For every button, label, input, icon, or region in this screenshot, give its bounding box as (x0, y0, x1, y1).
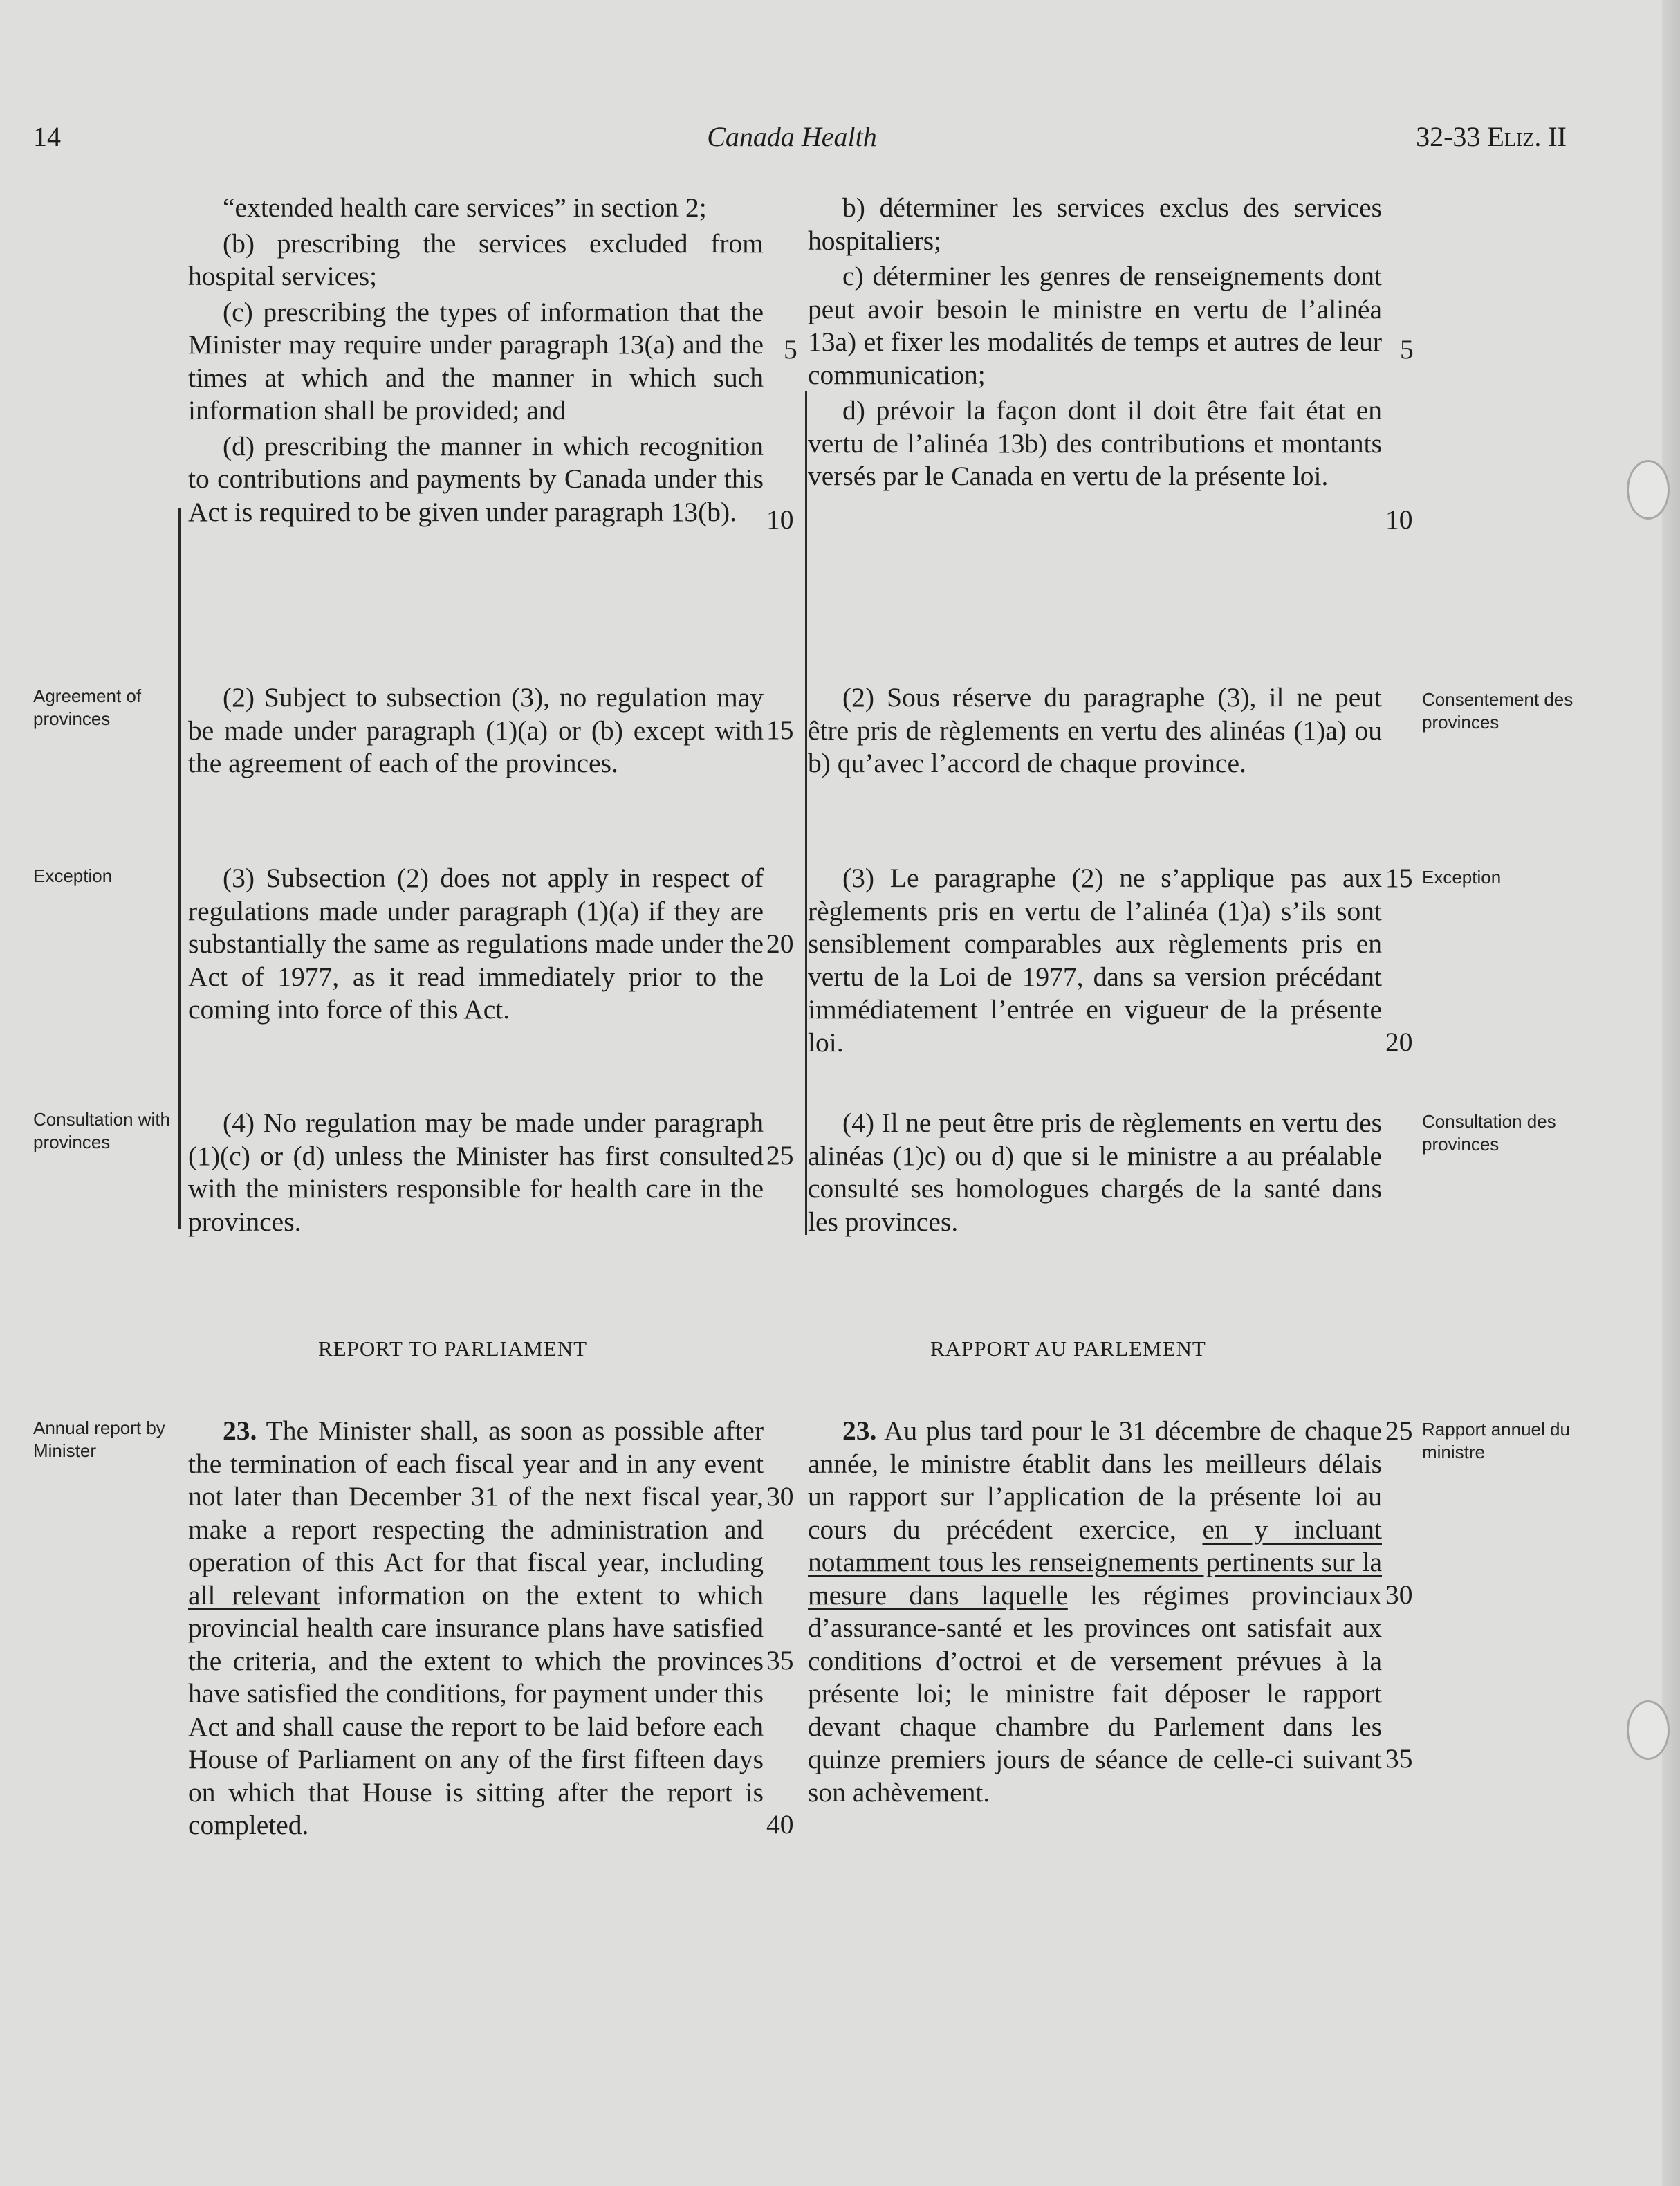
en-s23-part-b: information on the extent to which provincial health care insurance plans have satisfied the criteria, and the extent to which the provinces have satisfied the conditions, for payment under this Act and shall cause the report to be laid before each House of Parliament on any of the first fifteen days on which that House is sitting after the report is completed. (188, 1579, 764, 1840)
fr-section-23 (808, 1415, 1382, 1809)
en-line-number: 40 (766, 1809, 794, 1839)
en-section-heading: REPORT TO PARLIAMENT (318, 1337, 588, 1361)
fr-s23-text (808, 1415, 1382, 1809)
header-right (1416, 119, 1567, 155)
en-subsection-4 (188, 1107, 764, 1238)
regnal-year: 32-33 Eliz. II (1416, 121, 1567, 152)
fr-item-b: b) déterminer les services exclus des services hospitaliers; (808, 192, 1382, 256)
margin-note-annual-fr: Rapport annuel du ministre (1422, 1419, 1570, 1462)
french-column (808, 192, 1382, 493)
en-line-number: 35 (766, 1645, 794, 1675)
en-line-number: 20 (766, 928, 794, 959)
fr-subsection-3 (808, 862, 1382, 1059)
en-line-number: 25 (766, 1140, 794, 1170)
fr-line-number: 10 (1385, 504, 1413, 535)
en-s4-text: (4) No regulation may be made under paragraph (1)(c) or (d) unless the Minister has first consulted with the ministers responsible for health care in the provinces. (188, 1108, 764, 1237)
fr-s23-number: 23. (842, 1415, 877, 1446)
en-s23-part-a: The Minister shall, as soon as possible after the termination of each fiscal year and in any event not later than December 31 of the next fiscal year, make a report respecting the administration and operation of this Act for that fiscal year, including (188, 1415, 764, 1577)
en-s23-text (188, 1415, 764, 1842)
en-line-number: 5 (784, 334, 797, 365)
en-item-c: (c) prescribing the types of information that the Minister may require under paragraph 13(a) and the times at which and the manner in which such information shall be provided; and (188, 296, 764, 425)
margin-note-agreement-fr: Consentement des provinces (1422, 689, 1573, 733)
fr-s23-part-a: Au plus tard pour le 31 décembre de chaque année, le ministre établit dans les meilleurs délais un rapport sur l’application de la présente loi au cours du précédent exercice, (808, 1415, 1382, 1545)
fr-item-c: c) déterminer les genres de renseignements dont peut avoir besoin le ministre en vertu de l’alinéa 13a) et fixer les modalités de temps et autres de leur communication; (808, 261, 1382, 390)
page-edge-shadow (1662, 0, 1680, 2186)
margin-note-consultation-fr: Consultation des provinces (1422, 1111, 1556, 1155)
en-item-d: (d) prescribing the manner in which recognition to contributions and payments by Canada under this Act is required to be given under paragraph 13(b). (188, 430, 764, 527)
fr-line-number: 5 (1400, 334, 1414, 365)
page-number: 14 (33, 121, 61, 152)
en-line-number: 10 (766, 504, 794, 535)
en-item-b: (b) prescribing the services excluded from hospital services; (188, 228, 764, 291)
en-section-23 (188, 1415, 764, 1842)
fr-s3-text: (3) Le paragraphe (2) ne s’applique pas aux règlements pris en vertu de l’alinéa (1)a) s’ils sont sensiblement comparables aux règlements pris en vertu de la Loi de 1977, dans sa version précédant immédiatement l’entrée en vigueur de la présente loi. (808, 863, 1382, 1058)
binder-hole-icon (1627, 1700, 1670, 1760)
en-revision-bar (178, 508, 181, 1229)
en-subsection-2 (188, 681, 764, 780)
en-line-number: 30 (766, 1481, 794, 1512)
fr-s23-part-b: les régimes provinciaux d’assurance-santé et les provinces ont satisfait aux conditions d’octroi et de versement prévues à la présente loi; le ministre fait déposer le rapport devant chaque chambre du Parlement dans les quinze premiers jours de séance de celle-ci suivant son achèvement. (808, 1579, 1382, 1808)
margin-note-consultation-en: Consultation with provinces (33, 1109, 170, 1152)
fr-s4-text: (4) Il ne peut être pris de règlements en vertu des alinéas (1)c) ou d) que si le ministre a au préalable consulté ses homologues chargés de la santé dans les provinces. (808, 1108, 1382, 1237)
margin-note-agreement-en: Agreement of provinces (33, 686, 142, 729)
en-s23-underlined: all relevant (188, 1579, 320, 1610)
margin-note-exception-fr: Exception (1422, 867, 1502, 888)
en-s3-text: (3) Subsection (2) does not apply in respect of regulations made under paragraph (1)(a) if they are substantially the same as regulations made under the Act of 1977, as it read immediately prior to the coming into force of this Act. (188, 863, 764, 1025)
en-subsection-3 (188, 862, 764, 1027)
fr-section-heading: RAPPORT AU PARLEMENT (930, 1337, 1206, 1361)
fr-line-number: 20 (1385, 1027, 1413, 1057)
fr-line-number: 25 (1385, 1415, 1413, 1446)
fr-item-d: d) prévoir la façon dont il doit être fait état en vertu de l’alinéa 13b) des contributions et montants versés par le Canada en vertu de la présente loi. (808, 395, 1382, 491)
en-s23-number: 23. (223, 1415, 257, 1446)
fr-s2-text: (2) Sous réserve du paragraphe (3), il ne peut être pris de règlements en vertu des alinéas (1)a) ou b) qu’avec l’accord de chaque province. (808, 682, 1382, 778)
fr-line-number: 15 (1385, 863, 1413, 893)
fr-subsection-2 (808, 681, 1382, 780)
en-s2-text: (2) Subject to subsection (3), no regulation may be made under paragraph (1)(a) or (b) except with the agreement of each of the provinces. (188, 682, 764, 778)
fr-revision-bar (805, 391, 807, 1235)
english-column (188, 192, 764, 529)
margin-note-exception-en: Exception (33, 865, 113, 886)
fr-line-number: 30 (1385, 1579, 1413, 1610)
page-title: Canada Health (707, 121, 877, 152)
fr-subsection-4 (808, 1107, 1382, 1238)
en-p1-continued: “extended health care services” in section 2; (223, 192, 707, 223)
margin-note-annual-en: Annual report by Minister (33, 1417, 165, 1461)
binder-hole-icon (1627, 460, 1670, 520)
fr-s23-underlined: en y incluant notamment tous les renseignements pertinents sur la mesure dans laquelle (808, 1514, 1382, 1610)
fr-line-number: 35 (1385, 1743, 1413, 1774)
en-line-number: 15 (766, 715, 794, 745)
